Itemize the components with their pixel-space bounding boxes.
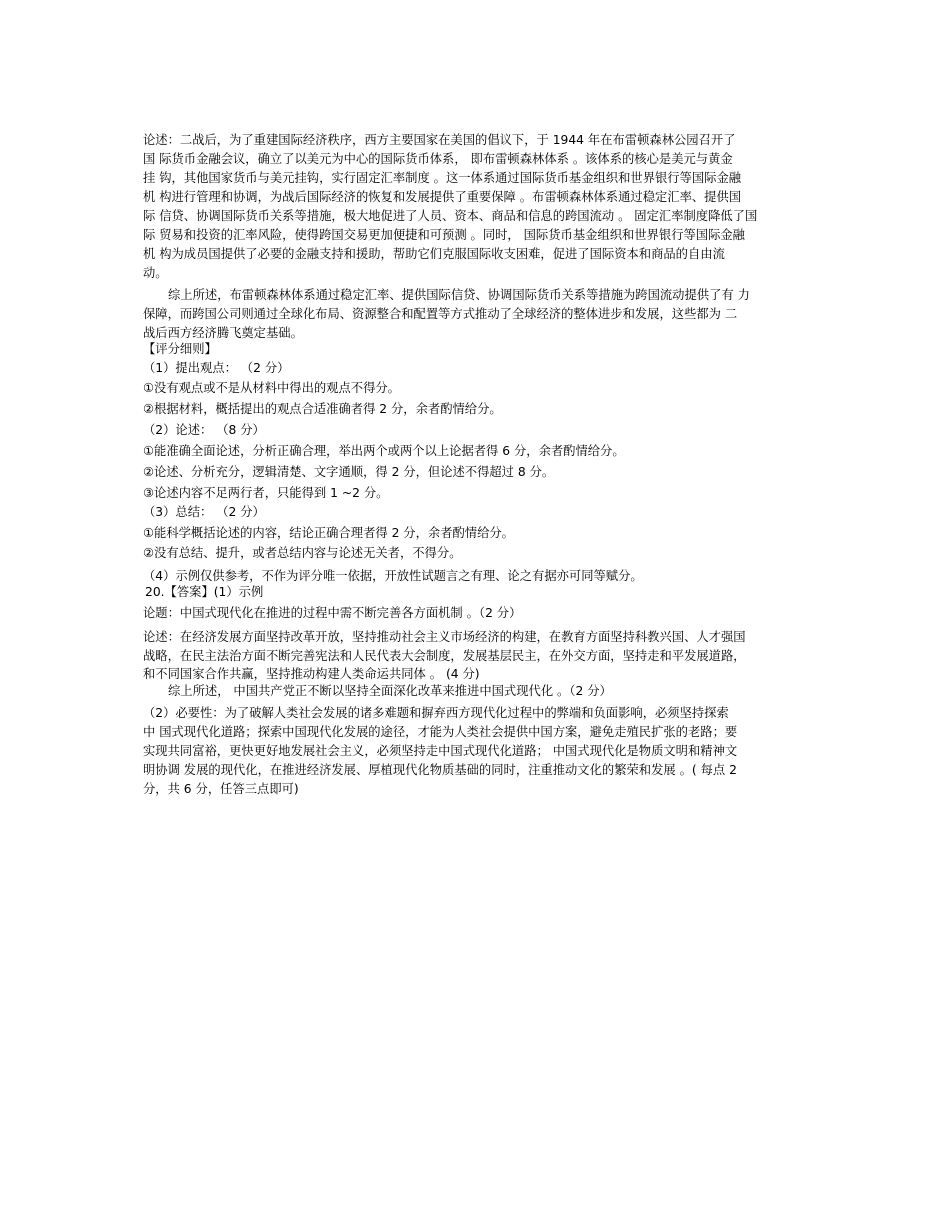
- rubric-item: ①能准确全面论述，分析正确合理，举出两个或两个以上论据者得 6 分，余者酌情给分。: [143, 444, 625, 458]
- conclusion-line: 综上所述，布雷顿森林体系通过稳定汇率、提供国际信贷、协调国际货币关系等措施为跨国流动提供了有 力: [168, 288, 750, 302]
- essay-line: 机 构为成员国提供了必要的金融支持和援助，帮助它们克服国际收支困难，促进了国际资本和商品的自由流: [143, 247, 725, 261]
- rubric-item: （1）提出观点： （2 分）: [143, 361, 290, 375]
- rubric-item: ②论述、分析充分，逻辑清楚、文字通顺，得 2 分，但论述不得超过 8 分。: [143, 465, 555, 479]
- essay-line: 际 贸易和投资的汇率风险，使得跨国交易更加便捷和可预测 。同时， 国际货币基金组织和世界银行等国际金融: [143, 228, 745, 242]
- rubric-heading: 【评分细则】: [143, 342, 217, 356]
- rubric-item: ①能科学概括论述的内容，结论正确合理者得 2 分，余者酌情给分。: [143, 526, 514, 540]
- necessity-line: 实现共同富裕，更快更好地发展社会主义，必须坚持走中国式现代化道路； 中国式现代化是物质文明和精神文: [143, 744, 738, 758]
- necessity-line: 中 国式现代化道路；探索中国现代化发展的途径，才能为人类社会提供中国方案，避免走殖民扩张的老路；要: [143, 725, 738, 739]
- answer-header: 20.【答案】(1）示例: [145, 585, 264, 599]
- essay-line: 国 际货币金融会议，确立了以美元为中心的国际货币体系， 即布雷顿森林体系 。该体系的核心是美元与黄金: [143, 152, 733, 166]
- conclusion-line: 战后西方经济腾飞奠定基础。: [143, 326, 303, 340]
- essay-line: 挂 钩，其他国家货币与美元挂钩，实行固定汇率制度 。这一体系通过国际货币基金组织和世界银行等国际金融: [143, 171, 742, 185]
- rubric-item: （2）论述： （8 分）: [143, 423, 265, 437]
- rubric-item: ②根据材料，概括提出的观点合适准确者得 2 分，余者酌情给分。: [143, 402, 502, 416]
- rubric-item: （3）总结： （2 分）: [143, 505, 265, 519]
- argument-line: 和不同国家合作共赢，坚持推动构建人类命运共同体 。 (4 分): [143, 667, 480, 681]
- necessity-line: 分，共 6 分，任答三点即可): [143, 782, 299, 796]
- rubric-item: ②没有总结、提升，或者总结内容与论述无关者，不得分。: [143, 546, 462, 560]
- rubric-item: ①没有观点或不是从材料中得出的观点不得分。: [143, 381, 400, 395]
- essay-line: 动。: [143, 266, 168, 280]
- necessity-line: （2）必要性：为了破解人类社会发展的诸多难题和摒弃西方现代化过程中的弊端和负面影响，必须坚持探索: [143, 706, 729, 720]
- essay-line: 际 信贷、协调国际货币关系等措施，极大地促进了人员、资本、商品和信息的跨国流动 。 固定汇率制度降低了国: [143, 209, 758, 223]
- conclusion-line: 保障，而跨国公司则通过全球化布局、资源整合和配置等方式推动了全球经济的整体进步和发展，这些都为 二: [143, 307, 738, 321]
- argument-line: 战略，在民主法治方面不断完善宪法和人民代表大会制度，发展基层民主，在外交方面，坚持走和平发展道路，: [143, 649, 746, 663]
- rubric-item: （4）示例仅供参考，不作为评分唯一依据，开放性试题言之有理、论之有据亦可同等赋分。: [143, 569, 643, 583]
- essay-line: 机 构进行管理和协调，为战后国际经济的恢复和发展提供了重要保障 。布雷顿森林体系通过稳定汇率、提供国: [143, 190, 742, 204]
- necessity-line: 明协调 发展的现代化，在推进经济发展、厚植现代化物质基础的同时，注重推动文化的繁荣和发展 。( 每点 2: [143, 763, 737, 777]
- essay-line: 论述：二战后，为了重建国际经济秩序，西方主要国家在美国的倡议下，于 1944 年在布雷顿森林公园召开了: [143, 133, 736, 147]
- argument-line: 论述：在经济发展方面坚持改革开放，坚持推动社会主义市场经济的构建，在教育方面坚持科教兴国、人才强国: [143, 630, 746, 644]
- rubric-item: ③论述内容不足两行者，只能得到 1 ~2 分。: [143, 486, 389, 500]
- thesis-line: 论题：中国式现代化在推进的过程中需不断完善各方面机制 。（2 分）: [143, 606, 522, 620]
- summary-line: 综上所述， 中国共产党正不断以坚持全面深化改革来推进中国式现代化 。（2 分）: [168, 684, 612, 698]
